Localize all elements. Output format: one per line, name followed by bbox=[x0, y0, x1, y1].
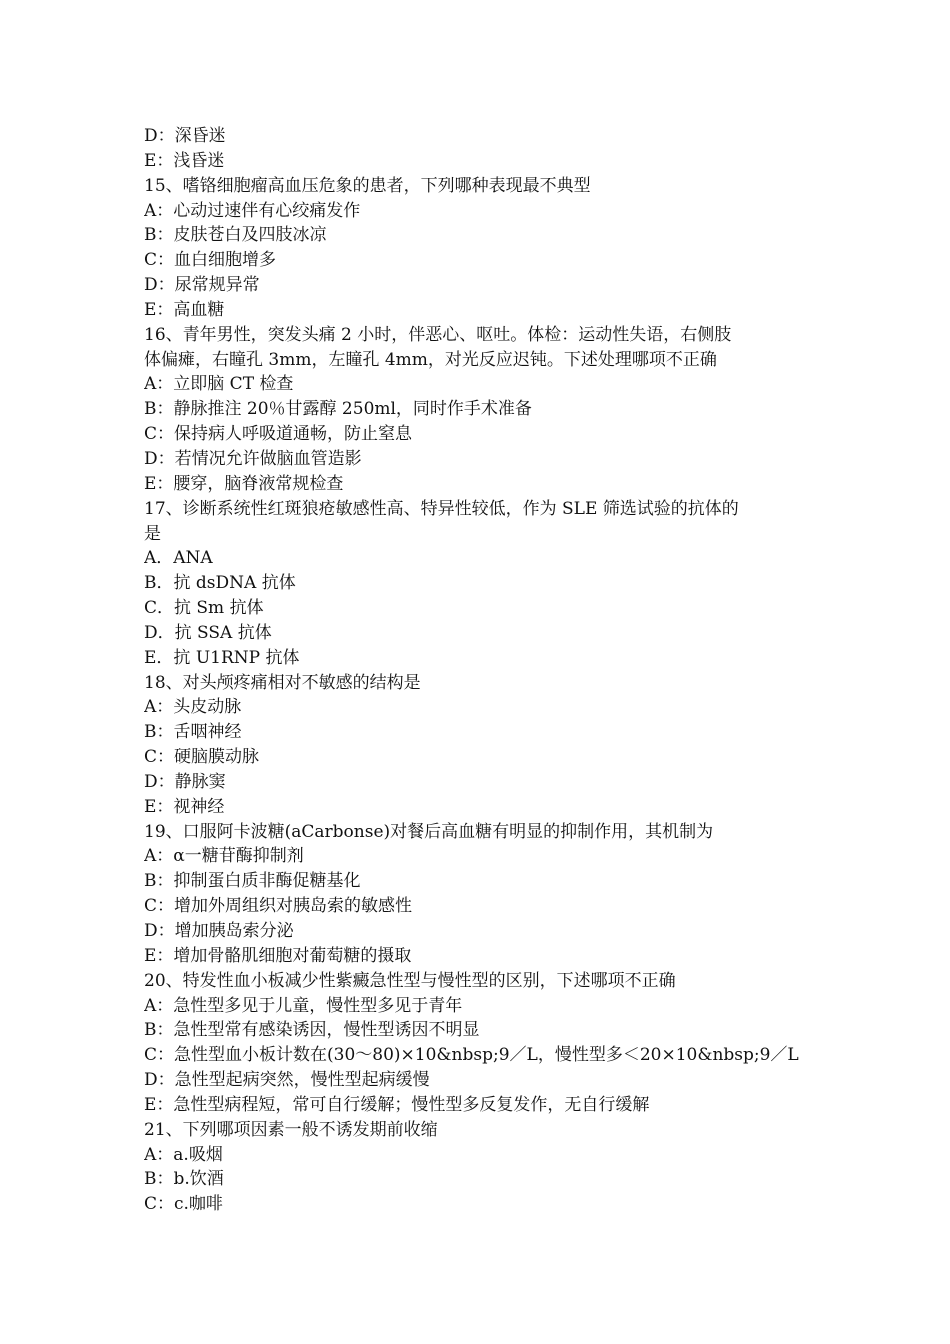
option-line: A：a.吸烟 bbox=[144, 1144, 223, 1165]
option-line: B：抑制蛋白质非酶促糖基化 bbox=[144, 871, 361, 892]
option-line: C：保持病人呼吸道通畅，防止窒息 bbox=[144, 424, 413, 445]
question-15: 15、嗜铬细胞瘤高血压危象的患者，下列哪种表现最不典型 bbox=[144, 175, 591, 196]
question-17: 17、诊断系统性红斑狼疮敏感性高、特异性较低，作为 SLE 筛选试验的抗体的 bbox=[144, 498, 739, 519]
document-body bbox=[144, 124, 810, 1217]
option-line: A：α一糖苷酶抑制剂 bbox=[144, 846, 304, 867]
option-line: A：心动过速伴有心绞痛发作 bbox=[144, 200, 361, 221]
question-17-continued: 是 bbox=[144, 523, 161, 544]
option-line: B：舌咽神经 bbox=[144, 722, 242, 743]
option-line: D：静脉窦 bbox=[144, 771, 226, 792]
option-line: C：硬脑膜动脉 bbox=[144, 747, 260, 768]
question-20: 20、特发性血小板减少性紫癜急性型与慢性型的区别，下述哪项不正确 bbox=[144, 970, 676, 991]
option-line: E：高血糖 bbox=[144, 299, 225, 320]
option-line: B：急性型常有感染诱因，慢性型诱因不明显 bbox=[144, 1020, 480, 1041]
question-19: 19、口服阿卡波糖(aCarbonse)对餐后高血糖有明显的抑制作用，其机制为 bbox=[144, 821, 714, 842]
question-16-continued: 体偏瘫，右瞳孔 3mm，左瞳孔 4mm，对光反应迟钝。下述处理哪项不正确 bbox=[144, 349, 717, 370]
question-18: 18、对头颅疼痛相对不敏感的结构是 bbox=[144, 672, 421, 693]
option-line: A．ANA bbox=[144, 548, 213, 569]
option-line: E：视神经 bbox=[144, 796, 225, 817]
option-line: B．抗 dsDNA 抗体 bbox=[144, 573, 296, 594]
option-line: D：尿常规异常 bbox=[144, 275, 260, 296]
option-line: D：增加胰岛索分泌 bbox=[144, 921, 294, 941]
option-line: A：头皮动脉 bbox=[144, 697, 242, 718]
option-line: B：皮肤苍白及四肢冰凉 bbox=[144, 225, 327, 246]
text-line: E：浅昏迷 bbox=[144, 150, 225, 171]
option-line: D：若情况允许做脑血管造影 bbox=[144, 448, 362, 469]
text-line: D：深昏迷 bbox=[144, 126, 226, 146]
option-line: B：b.饮酒 bbox=[144, 1169, 224, 1190]
option-line: E：增加骨骼肌细胞对葡萄糖的摄取 bbox=[144, 945, 412, 966]
option-line: E．抗 U1RNP 抗体 bbox=[144, 647, 300, 668]
option-line: E：急性型病程短，常可自行缓解；慢性型多反复发作，无自行缓解 bbox=[144, 1094, 650, 1115]
option-line: E：腰穿，脑脊液常规检查 bbox=[144, 473, 344, 494]
option-line: B：静脉推注 20％甘露醇 250ml，同时作手术准备 bbox=[144, 399, 532, 420]
option-line: C：增加外周组织对胰岛索的敏感性 bbox=[144, 896, 413, 917]
option-line: D．抗 SSA 抗体 bbox=[144, 622, 272, 643]
option-line: C．抗 Sm 抗体 bbox=[144, 598, 264, 619]
option-line: C：c.咖啡 bbox=[144, 1194, 223, 1215]
option-line: D：急性型起病突然，慢性型起病缓慢 bbox=[144, 1070, 430, 1091]
option-line: C：血白细胞增多 bbox=[144, 250, 277, 271]
question-21: 21、下列哪项因素一般不诱发期前收缩 bbox=[144, 1119, 438, 1140]
option-line: A：急性型多见于儿童，慢性型多见于青年 bbox=[144, 995, 463, 1016]
option-line: C：急性型血小板计数在(30～80)×10&nbsp;9／L，慢性型多＜20×10&nbsp;9／L bbox=[144, 1045, 799, 1066]
question-16: 16、青年男性，突发头痛 2 小时，伴恶心、呕吐。体检：运动性失语，右侧肢 bbox=[144, 324, 732, 345]
option-line: A：立即脑 CT 检查 bbox=[144, 374, 294, 395]
